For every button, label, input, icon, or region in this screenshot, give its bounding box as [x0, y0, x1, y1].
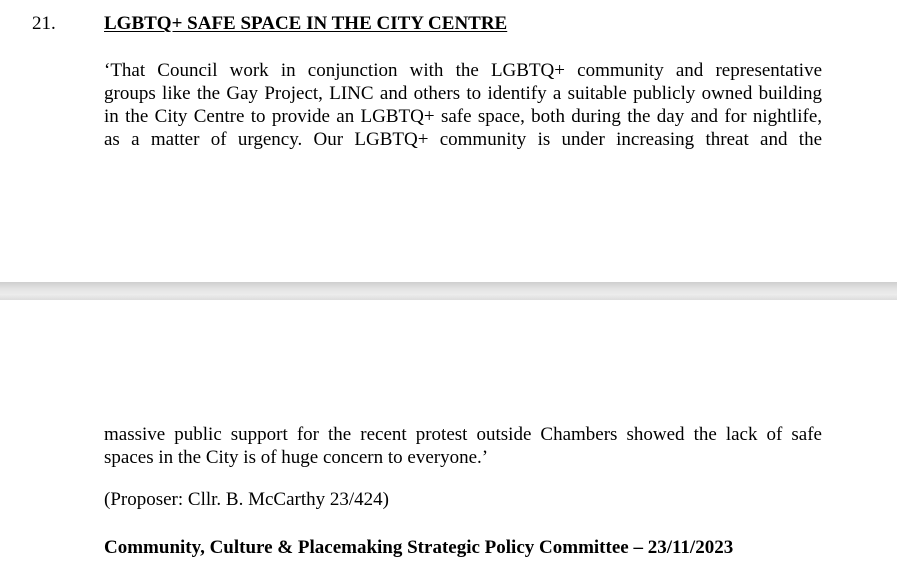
motion-text-line: as a matter of urgency. Our LGBTQ+ community is under increasing threat and the [104, 129, 822, 150]
motion-text-line: massive public support for the recent protest outside Chambers showed the lack of safe [104, 424, 822, 445]
document-page-2 [0, 300, 897, 570]
committee-reference: Community, Culture & Placemaking Strategic Policy Committee – 23/11/2023 [104, 537, 734, 558]
motion-text-line: in the City Centre to provide an LGBTQ+ safe space, both during the day and for nightlife, [104, 106, 822, 127]
motion-number: 21. [32, 13, 56, 34]
motion-text-page-2 [104, 423, 822, 469]
page-break-separator [0, 282, 897, 300]
motion-text-line: spaces in the City is of huge concern to everyone.’ [104, 447, 489, 468]
motion-text-page-1 [104, 59, 822, 151]
motion-text-line: groups like the Gay Project, LINC and others to identify a suitable publicly owned building [104, 83, 822, 104]
motion-text-line: ‘That Council work in conjunction with the LGBTQ+ community and representative [104, 60, 822, 81]
document-page-1 [0, 0, 897, 282]
motion-proposer: (Proposer: Cllr. B. McCarthy 23/424) [104, 489, 389, 510]
motion-title: LGBTQ+ SAFE SPACE IN THE CITY CENTRE [104, 13, 508, 34]
